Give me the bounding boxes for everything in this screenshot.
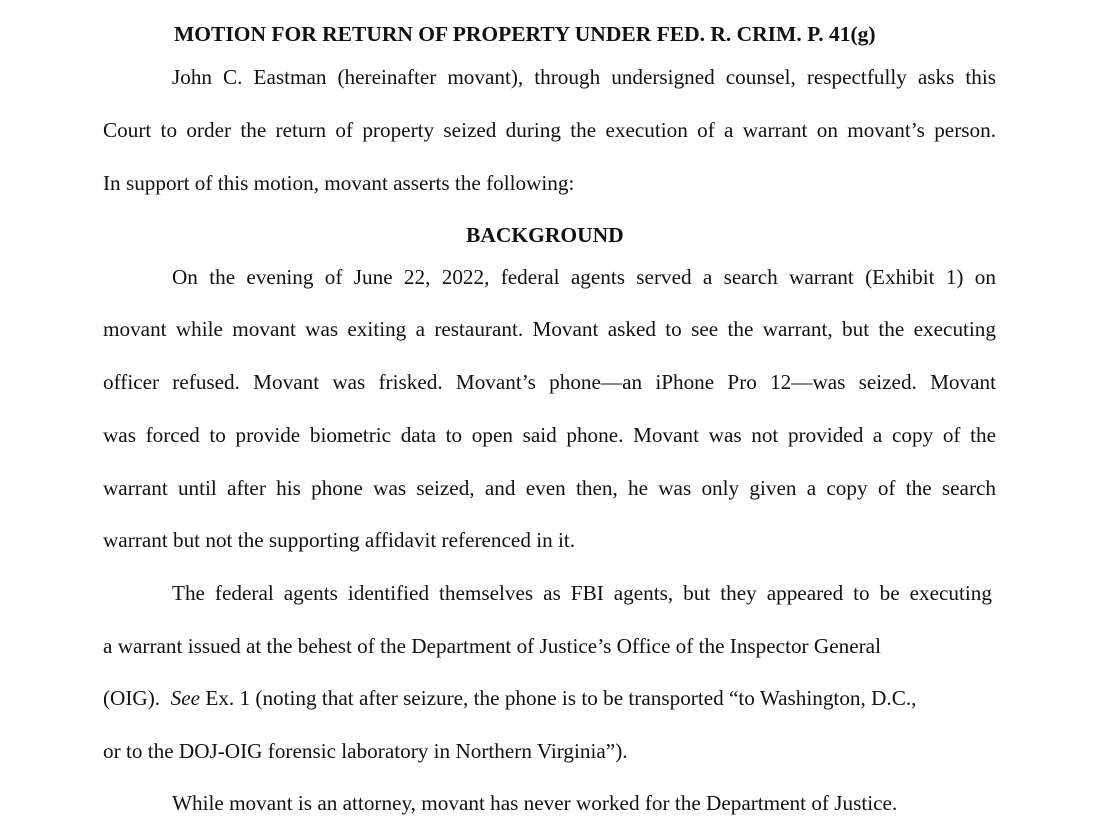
- intro-line-2: Court to order the return of property seized during the execution of a warrant on movant’s person.: [103, 118, 996, 142]
- agents-line-3-prefix: (OIG).: [103, 686, 171, 710]
- agents-line-2: a warrant issued at the behest of the Department of Justice’s Office of the Inspector General: [103, 634, 881, 658]
- agents-line-3-suffix: Ex. 1 (noting that after seizure, the phone is to be transported “to Washington, D.C.,: [200, 686, 917, 710]
- intro-line-1: John C. Eastman (hereinafter movant), through undersigned counsel, respectfully asks this: [172, 65, 996, 89]
- background-line-3: officer refused. Movant was frisked. Movant’s phone—an iPhone Pro 12—was seized. Movant: [103, 370, 996, 394]
- background-line-6: warrant but not the supporting affidavit referenced in it.: [103, 528, 576, 552]
- agents-line-1: The federal agents identified themselves as FBI agents, but they appeared to be executing: [172, 581, 992, 605]
- background-heading: BACKGROUND: [466, 223, 624, 247]
- agents-line-4: or to the DOJ-OIG forensic laboratory in Northern Virginia”).: [103, 739, 628, 763]
- background-line-2: movant while movant was exiting a restaurant. Movant asked to see the warrant, but the executing: [103, 317, 996, 341]
- background-line-5: warrant until after his phone was seized, and even then, he was only given a copy of the search: [103, 476, 996, 500]
- attorney-line-1: While movant is an attorney, movant has never worked for the Department of Justice.: [172, 791, 898, 815]
- motion-title: MOTION FOR RETURN OF PROPERTY UNDER FED. R. CRIM. P. 41(g): [174, 22, 876, 46]
- see-citation-signal: See: [170, 686, 201, 710]
- background-line-4: was forced to provide biometric data to open said phone. Movant was not provided a copy of the: [103, 423, 996, 447]
- agents-line-3: [103, 688, 996, 709]
- background-line-1: On the evening of June 22, 2022, federal agents served a search warrant (Exhibit 1) on: [172, 265, 996, 289]
- intro-line-3: In support of this motion, movant asserts the following:: [103, 171, 575, 195]
